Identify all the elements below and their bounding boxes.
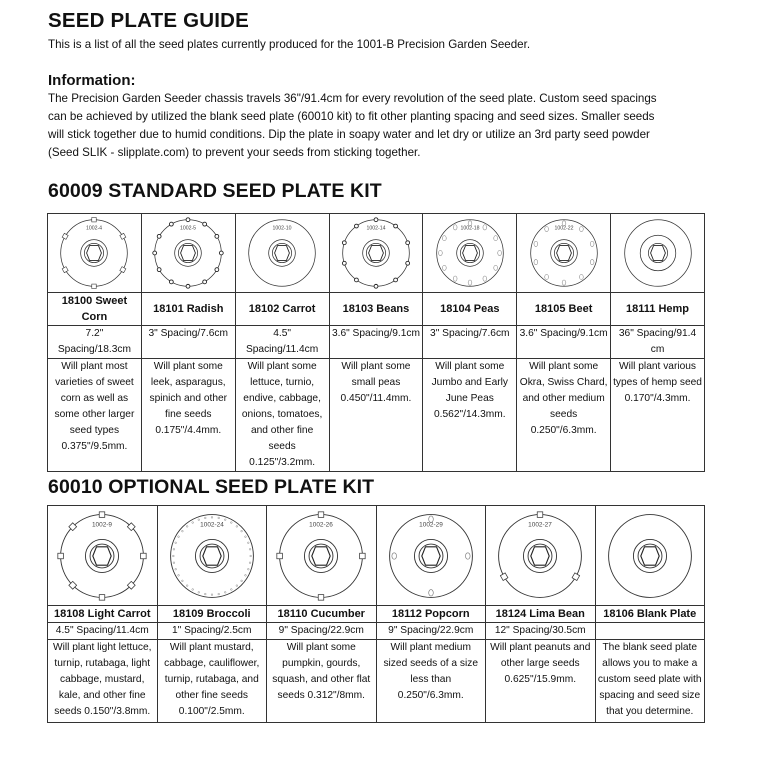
seed-cell-mark (218, 593, 220, 595)
seed-plate-image (494, 510, 586, 602)
seed-cell-mark (406, 241, 410, 245)
seed-cell-mark (63, 233, 69, 239)
plate-name: 18109 Broccoli (157, 606, 267, 623)
plate-hub (312, 546, 330, 564)
standard-kit-heading: 60009 STANDARD SEED PLATE KIT (48, 180, 382, 202)
seed-cell-mark (453, 276, 457, 281)
seed-plate-image (245, 216, 319, 290)
seed-cell-mark (374, 218, 378, 222)
info-line: (Seed SLIK - slipplate.com) to prevent your seeds from sticking together. (48, 146, 421, 159)
spacing-row (48, 326, 705, 359)
plate-hub (650, 246, 665, 261)
plate-image-cell (611, 214, 705, 293)
plate-code: 1002-4 (86, 225, 103, 232)
seed-cell-mark (175, 541, 177, 543)
seed-cell-mark (192, 588, 194, 590)
plate-hub (641, 546, 659, 564)
plate-hub (422, 546, 440, 564)
seed-cell-mark (224, 518, 226, 520)
seed-cell-mark (428, 589, 433, 595)
plate-image-cell (141, 214, 235, 293)
plate-hub (181, 246, 196, 261)
seed-cell-mark (173, 561, 175, 563)
seed-cell-mark (120, 267, 126, 273)
seed-cell-mark (501, 572, 509, 580)
plate-spacing: 3" Spacing/7.6cm (141, 326, 235, 359)
seed-cell-mark (249, 561, 251, 563)
seed-cell-mark (392, 552, 397, 558)
plate-hub (203, 546, 221, 564)
desc-row (48, 640, 705, 723)
seed-plate-image (433, 216, 507, 290)
seed-cell-mark (374, 284, 378, 288)
seed-cell-mark (250, 555, 252, 557)
plate-spacing: 4.5" Spacing/11.4cm (48, 623, 158, 640)
seed-cell-mark (438, 250, 442, 255)
seed-cell-mark (394, 278, 398, 282)
seed-cell-mark (181, 580, 183, 582)
seed-cell-mark (247, 541, 249, 543)
plate-desc: Will plant some Jumbo and Early June Peas 0.562"/14.3mm. (423, 359, 517, 472)
seed-cell-mark (483, 276, 487, 281)
seed-cell-mark (204, 593, 206, 595)
seed-plate-image (527, 216, 601, 290)
plate-hub (462, 246, 477, 261)
seed-cell-mark (468, 280, 472, 285)
plate-name: 18100 Sweet Corn (48, 293, 142, 326)
plate-spacing (595, 623, 705, 640)
seed-cell-mark (215, 234, 219, 238)
seed-cell-mark (175, 568, 177, 570)
plate-desc: Will plant some pumpkin, gourds, squash, and other flat seeds 0.312"/8mm. (267, 640, 377, 723)
seed-plate-image (621, 216, 695, 290)
seed-plate-image (166, 510, 258, 602)
plate-image-cell (48, 506, 158, 606)
plate-image-cell (423, 214, 517, 293)
seed-cell-mark (141, 553, 147, 559)
seed-cell-mark (590, 260, 594, 265)
seed-cell-mark (92, 284, 96, 288)
seed-cell-mark (99, 594, 105, 600)
plate-desc: Will plant some lettuce, turnio, endive, cabbage, onions, tomatoes, and other fine seeds 0.125"/3.2mm. (235, 359, 329, 472)
seed-cell-mark (342, 241, 346, 245)
seed-cell-mark (562, 280, 566, 285)
plate-desc: Will plant most varieties of sweet corn as well as some other larger seed types 0.375"/9.5mm. (48, 359, 142, 472)
plate-image-cell (329, 214, 423, 293)
seed-cell-mark (170, 280, 174, 284)
spacing-row (48, 623, 705, 640)
seed-plate-image (56, 510, 148, 602)
seed-cell-mark (99, 511, 105, 517)
plate-spacing: 9" Spacing/22.9cm (267, 623, 377, 640)
plate-image-cell (235, 214, 329, 293)
seed-plate-image (385, 510, 477, 602)
seed-cell-mark (498, 250, 502, 255)
seed-cell-mark (360, 553, 366, 559)
seed-cell-mark (186, 525, 188, 527)
seed-cell-mark (181, 530, 183, 532)
seed-cell-mark (186, 218, 190, 222)
seed-plate-image (604, 510, 696, 602)
plate-spacing: 36" Spacing/91.4 cm (611, 326, 705, 359)
plate-desc: Will plant medium sized seeds of a size less than 0.250"/6.3mm. (376, 640, 486, 723)
plate-desc: Will plant some small peas 0.450"/11.4mm. (329, 359, 423, 472)
seed-cell-mark (494, 265, 498, 270)
plate-code: 1002-18 (460, 225, 480, 232)
seed-cell-mark (186, 284, 190, 288)
plate-hub (531, 546, 549, 564)
img-row (48, 214, 705, 293)
plate-spacing: 4.5" Spacing/11.4cm (235, 326, 329, 359)
plate-name: 18103 Beans (329, 293, 423, 326)
seed-cell-mark (572, 572, 580, 580)
plate-spacing: 1" Spacing/2.5cm (157, 623, 267, 640)
seed-cell-mark (203, 222, 207, 226)
information-paragraph (48, 90, 718, 162)
seed-cell-mark (277, 553, 283, 559)
seed-cell-mark (177, 574, 179, 576)
seed-cell-mark (534, 241, 538, 246)
seed-cell-mark (537, 511, 543, 517)
plate-name: 18105 Beet (517, 293, 611, 326)
plate-hub (93, 546, 111, 564)
plate-code: 1002-27 (528, 521, 553, 529)
plate-name: 18112 Popcorn (376, 606, 486, 623)
name-row (48, 293, 705, 326)
seed-cell-mark (220, 251, 224, 255)
plate-desc: Will plant some leek, asparagus, spinich and other fine seeds 0.175"/4.4mm. (141, 359, 235, 472)
seed-cell-mark (354, 278, 358, 282)
seed-cell-mark (544, 274, 548, 279)
plate-desc: Will plant light lettuce, turnip, rutabaga, light cabbage, mustard, kale, and other fine seeds 0.150"/3.8mm. (48, 640, 158, 723)
plate-name: 18104 Peas (423, 293, 517, 326)
seed-cell-mark (244, 574, 246, 576)
plate-code: 1002-10 (272, 225, 292, 232)
seed-cell-mark (58, 553, 64, 559)
seed-cell-mark (442, 236, 446, 241)
seed-cell-mark (192, 521, 194, 523)
seed-cell-mark (218, 517, 220, 519)
plate-hub (556, 246, 571, 261)
name-row (48, 606, 705, 623)
plate-spacing: 3.6" Spacing/9.1cm (329, 326, 423, 359)
seed-cell-mark (318, 594, 324, 600)
seed-cell-mark (241, 580, 243, 582)
desc-row (48, 359, 705, 472)
plate-spacing: 3" Spacing/7.6cm (423, 326, 517, 359)
plate-code: 1002-9 (92, 521, 113, 529)
plate-spacing: 9" Spacing/22.9cm (376, 623, 486, 640)
seed-cell-mark (92, 217, 96, 221)
seed-cell-mark (63, 267, 69, 273)
seed-cell-mark (230, 588, 232, 590)
seed-cell-mark (442, 265, 446, 270)
plate-desc: Will plant peanuts and other large seeds 0.625"/15.9mm. (486, 640, 596, 723)
plate-code: 1002-26 (309, 521, 334, 529)
information-heading: Information: (48, 72, 136, 89)
seed-cell-mark (236, 525, 238, 527)
seed-cell-mark (247, 568, 249, 570)
seed-cell-mark (249, 548, 251, 550)
seed-cell-mark (198, 591, 200, 593)
seed-cell-mark (494, 236, 498, 241)
seed-plate-image (151, 216, 225, 290)
plate-code: 1002-29 (418, 521, 443, 529)
seed-cell-mark (215, 268, 219, 272)
seed-cell-mark (211, 593, 213, 595)
seed-cell-mark (241, 530, 243, 532)
img-row (48, 506, 705, 606)
plate-name: 18111 Hemp (611, 293, 705, 326)
seed-cell-mark (172, 555, 174, 557)
seed-cell-mark (120, 233, 126, 239)
page-subtitle: This is a list of all the seed plates currently produced for the 1001-B Precision Garden Seeder. (48, 38, 531, 51)
seed-cell-mark (342, 261, 346, 265)
seed-cell-mark (158, 268, 162, 272)
seed-cell-mark (177, 535, 179, 537)
info-line: will stick together due to humid conditions. Dip the plate in soapy water and let dry or utilize an 3rd party seed powder (48, 128, 650, 141)
plate-image-cell (157, 506, 267, 606)
info-line: can be achieved by utilized the blank seed plate (60010 kit) to fit other planting spacing and seed sizes. Smaller seeds (48, 110, 655, 123)
seed-cell-mark (203, 280, 207, 284)
plate-spacing: 7.2" Spacing/18.3cm (48, 326, 142, 359)
seed-cell-mark (170, 222, 174, 226)
standard-kit-table (47, 213, 705, 472)
plate-name: 18102 Carrot (235, 293, 329, 326)
plate-desc: The blank seed plate allows you to make a custom seed plate with spacing and seed size that you determine. (595, 640, 705, 723)
plate-name: 18106 Blank Plate (595, 606, 705, 623)
page-title: SEED PLATE GUIDE (48, 9, 250, 32)
seed-cell-mark (198, 518, 200, 520)
seed-cell-mark (590, 241, 594, 246)
seed-cell-mark (354, 224, 358, 228)
plate-code: 1002-24 (199, 521, 224, 529)
seed-cell-mark (186, 584, 188, 586)
plate-hub (275, 246, 290, 261)
seed-cell-mark (453, 225, 457, 230)
seed-cell-mark (158, 234, 162, 238)
seed-cell-mark (230, 521, 232, 523)
seed-cell-mark (534, 260, 538, 265)
plate-image-cell (595, 506, 705, 606)
seed-cell-mark (236, 584, 238, 586)
seed-cell-mark (579, 274, 583, 279)
seed-cell-mark (406, 261, 410, 265)
plate-hub (369, 246, 384, 261)
plate-desc: Will plant some Okra, Swiss Chard, and other medium seeds 0.250"/6.3mm. (517, 359, 611, 472)
seed-cell-mark (483, 225, 487, 230)
seed-cell-mark (204, 517, 206, 519)
seed-cell-mark (579, 226, 583, 231)
seed-cell-mark (544, 226, 548, 231)
plate-name: 18108 Light Carrot (48, 606, 158, 623)
seed-plate-image (57, 216, 131, 290)
seed-plate-image (275, 510, 367, 602)
plate-code: 1002-22 (554, 225, 574, 232)
plate-code: 1002-5 (180, 225, 197, 232)
seed-cell-mark (244, 535, 246, 537)
optional-kit-heading: 60010 OPTIONAL SEED PLATE KIT (48, 476, 375, 498)
plate-name: 18101 Radish (141, 293, 235, 326)
optional-kit-table (47, 505, 705, 723)
info-line: The Precision Garden Seeder chassis travels 36"/91.4cm for every revolution of the seed plate. Custom seed spacings (48, 92, 657, 105)
seed-cell-mark (224, 591, 226, 593)
plate-code: 1002-14 (366, 225, 386, 232)
plate-desc: Will plant mustard, cabbage, cauliflower, turnip, rutabaga, and other fine seeds 0.100"/2.5mm. (157, 640, 267, 723)
plate-image-cell (267, 506, 377, 606)
plate-desc: Will plant various types of hemp seed 0.170"/4.3mm. (611, 359, 705, 472)
seed-cell-mark (153, 251, 157, 255)
seed-plate-image (339, 216, 413, 290)
plate-image-cell (48, 214, 142, 293)
seed-cell-mark (211, 516, 213, 518)
plate-name: 18110 Cucumber (267, 606, 377, 623)
plate-image-cell (517, 214, 611, 293)
plate-image-cell (376, 506, 486, 606)
plate-name: 18124 Lima Bean (486, 606, 596, 623)
seed-cell-mark (465, 552, 470, 558)
plate-spacing: 3.6" Spacing/9.1cm (517, 326, 611, 359)
seed-cell-mark (394, 224, 398, 228)
plate-spacing: 12" Spacing/30.5cm (486, 623, 596, 640)
seed-cell-mark (173, 548, 175, 550)
plate-hub (87, 246, 102, 261)
plate-image-cell (486, 506, 596, 606)
seed-cell-mark (318, 511, 324, 517)
